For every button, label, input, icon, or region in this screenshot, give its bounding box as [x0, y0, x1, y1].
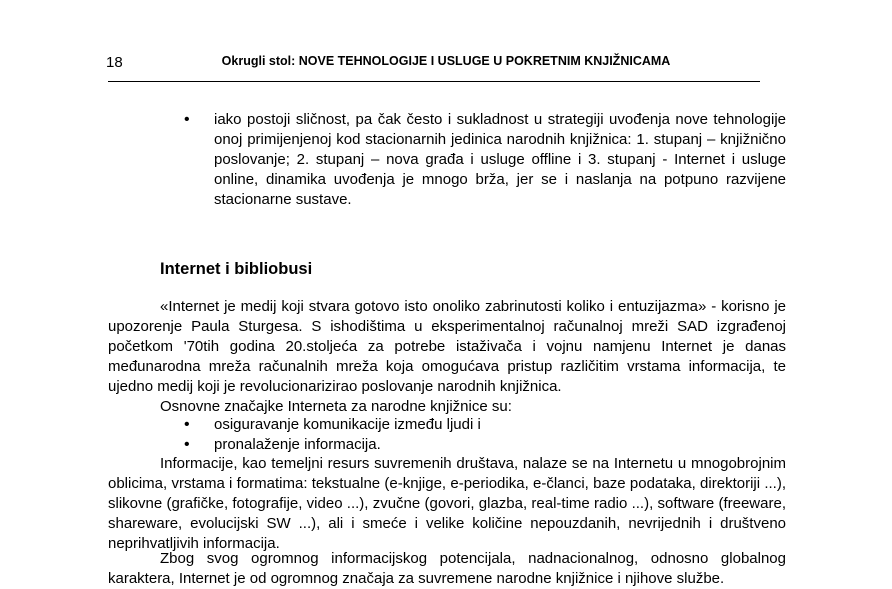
intro-bullet-item [108, 110, 786, 210]
intro-bullet-text: iako postoji sličnost, pa čak često i sukladnost u strategiji uvođenja nove tehnologije onoj primijenjenoj kod stacionarnih jedinica narodnih knjižnica: 1. stupanj – knjižnično poslovanje; 2. stupanj – nova građa i usluge offline i 3. stupanj - Internet i usluge online, dinamika uvođenja je mnogo brža, jer se i naslanja na potpuno razvijene stacionarne sustave. [214, 111, 786, 208]
list-item [108, 435, 786, 455]
paragraph-3: Informacije, kao temeljni resurs suvremenih društava, nalaze se na Internetu u mnogobrojnim oblicima, vrstama i formatima: tekstualne (e-knjige, e-periodika, e-članci, baze podataka, direktoriji ...), slikovne (grafičke, fotografije, video ...), zvučne (govori, glazba, real-time radio ...), software (freeware, shareware, evolucijski SW ...), ali i smeće i velike količine nepouzdanih, nevrijednih i društveno neprihvatljivih informacija. [108, 455, 786, 552]
list-item-text: osiguravanje komunikacije između ljudi i [214, 416, 481, 433]
running-header: Okrugli stol: NOVE TEHNOLOGIJE I USLUGE U POKRETNIM KNJIŽNICAMA [221, 54, 671, 68]
list-item-text: pronalaženje informacija. [214, 436, 381, 453]
header-rule [108, 81, 760, 82]
bullet-glyph: • [184, 416, 190, 433]
section-heading: Internet i bibliobusi [160, 260, 313, 278]
paragraph-1: «Internet je medij koji stvara gotovo isto onoliko zabrinutosti koliko i entuzijazma» - korisno je upozorenje Paula Sturgesa. S ishodištima u eksperimentalnoj računalnoj mreži SAD izgrađenoj početkom '70tih godina 20.stoljeća za potrebe istaživača i vojnu namjenu Internet je danas međunarodna mreža računalnih mreža koja omogućava pristup različitim vrstama informacija, te ujedno medij koji je revolucionarizirao poslovanje narodnih knjižnica. [108, 298, 786, 395]
paragraph-2: Osnovne značajke Interneta za narodne knjižnice su: [160, 398, 512, 415]
list-item [108, 415, 786, 435]
paragraph-4: Zbog svog ogromnog informacijskog potencijala, nadnacionalnog, odnosno globalnog karaktera, Internet je od ogromnog značaja za suvremene narodne knjižnice i njihove službe. [108, 550, 786, 587]
bullet-glyph: • [184, 111, 190, 128]
bullet-glyph: • [184, 436, 190, 453]
page-number: 18 [106, 54, 123, 71]
